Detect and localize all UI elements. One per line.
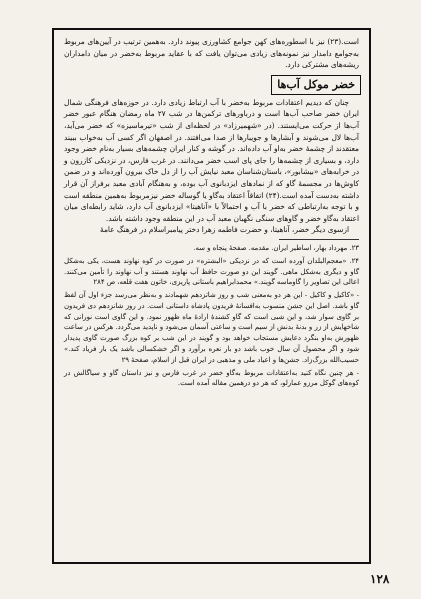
section-heading-row — [62, 75, 361, 95]
section-heading: خضر موکل آب‌ها — [271, 75, 361, 95]
footnote: - هر چنین نگاه کنید به‌اعتقادات مربوط به‌گاو خضر در غرب فارس و نیز داستان گاو و سیاگالش در کوه‌های گوکل مرزو عمارلو، که هر دو درهمین مقاله آمده است. — [64, 368, 359, 388]
main-paragraph: ازسوی دیگر خضر، آناهیتا، و حضرت فاطمه زهرا دختر پیامبراسلام در فرهنگ عامهٔ — [100, 225, 349, 235]
page-number: ۱۲۸ — [370, 572, 390, 586]
footnotes — [64, 243, 359, 389]
intro-text: است.(۲۳) نیز با اسطوره‌های کهن جوامع کشاورزی پیوند دارد. به‌همین ترتیب در آیین‌های مربوط به‌جوامع دامدار نیز نمونه‌های زیادی می‌توان یافت که با عقاید مربوط به‌خضر در میان دامداران ریشه‌های مشترکی دارد. — [64, 37, 359, 70]
footnote: ۲۳. مهرداد بهار، اساطیر ایران. مقدمه. صفحهٔ پنجاه و سه. — [193, 243, 359, 252]
main-paragraph: چنان که دیدیم اعتقادات مربوط به‌خضر با آب ارتباط زیادی دارد. در حوزه‌های فرهنگی شمال ایران خضر صاحب آب‌ها است و درباورهای ترکمن‌ها در شب ۲۷ ماه رمضان هنگام عبور خضر آب‌ها از حرکت می‌ایستند. (در «شهمیرزاد» در لحظه‌ای از شب «تیرماسیزه» که خضر می‌آید، آب‌ها لال می‌شوند و آبشارها و جویبارها از صدا می‌افتند. در اصفهان اگر کسی آب به‌خواب ببیند معتقدند از چشمهٔ خضر به‌او آب داده‌اند. در گوشه و کنار ایران چشمه‌های بسیار به‌نام خضر وجود دارد، و بسیاری از چشمه‌ها را جای پای اسب خضر می‌دانند. در غرب فارس، در نزدیکی کازرون و در خرابه‌های «بیشابور»، باستان‌شناسان معبد نیایش آب را از دل خاک بیرون آورده‌اند و در ضمن کاوش‌ها در مجسمهٔ گاو که از نمادهای ایزدبانوی آب بوده، و به‌هنگام آبادی معبد برفراز آن قرار داشته به‌دست آمده است.(۲۴) اتفاقاً اعتقاد به‌گاو یا گوساله خضر نیزمربوط به‌همین منطقه است و با توجه به‌ارتباطی که خضر با آب و احتمالاً با «آناهیتا» ایزدبانوی آب دارد، شاید رابطه‌ای میان اعتقاد به‌گاو خضر و گاوهای سنگی نگهبان معبد آب در این منطقه وجود داشته باشد. — [64, 97, 359, 223]
footnote: - «کاکیل و کاکیل - این هر دو به‌معنی شب و روز شاتزدهم شهمادند و به‌نظر می‌رسد جزء اول آن لفظ گاو باشد. اصل این جشن منسوب به‌افسانهٔ فریدون پادشاه داستانی است. در روز شانزدهم دی فریدون بر گاوی سوار شد، و این شبی است که گاو کشندهٔ ارادهٔ ماه ظهور نمود. و این گاوی است نورانی که شاخهایش از زر و بدنهٔ بدنش از سیم است و ساعتی آسمان می‌شود و ناپدید می‌گردد. هرکس در ساعت ظهورش به‌او بنگرد دعایش مستجاب خواهد بود و گویند در این شب بر کوه بزرگ صورت گاوی پدیدار شود و اگر محصول آن سال خوب باشد دو بار نعره برآورد و اگر خشکسالی باشد یک بار فریاد کند.» حسیب‌الله بزرگ‌زاد. جشن‌ها و اعیاد ملی و مذهبی در ایران قبل از اسلام، صفحهٔ ۲۹ — [64, 291, 359, 364]
main-text — [64, 97, 359, 236]
text-frame — [52, 28, 371, 564]
footnote-separator — [279, 239, 359, 240]
footnote: ۲۴. «معجم‌البلدان آورده است که در نزدیکی «البشتره» در صورت در کوه نهاوند هست، یکی به‌شکل گاو و دیگری به‌شکل ماهی. گویند این دو صورت حافظ آب نهاوند هستند و آب نهاوند را تأمین می‌کنند. اعالی این تصاویر را گاوماسه گویند.» محمدابراهیم باستانی پاریزی، خاتون هفت قلعه، ص ۲۸۴ — [64, 256, 359, 287]
intro-paragraph — [64, 36, 359, 71]
